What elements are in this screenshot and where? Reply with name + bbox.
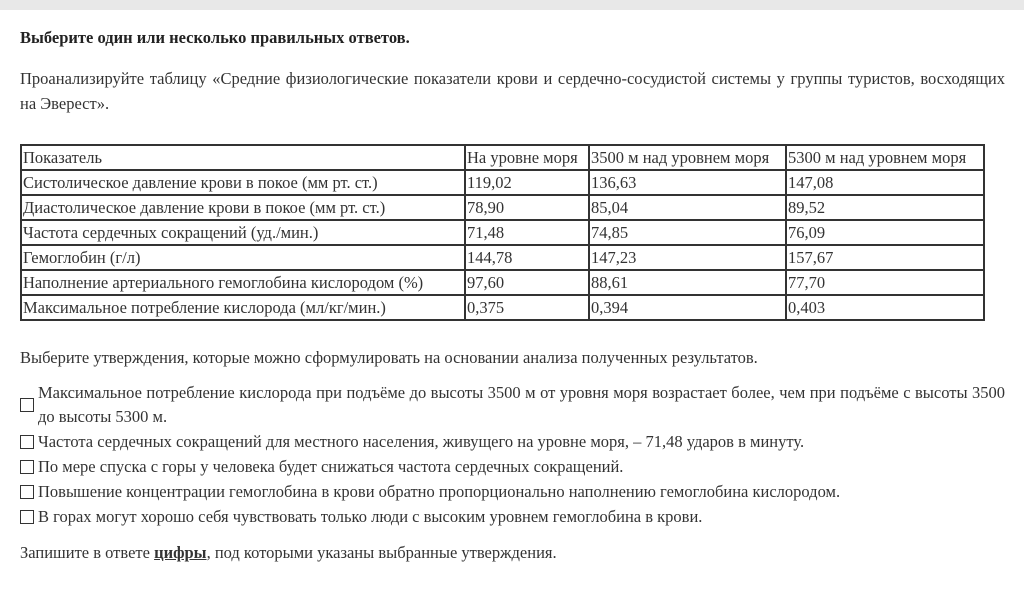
table-row	[21, 270, 984, 295]
table-cell: Максимальное потребление кислорода (мл/кг/мин.)	[21, 295, 465, 320]
table-cell: Частота сердечных сокращений (уд./мин.)	[21, 220, 465, 245]
table-cell: 85,04	[589, 195, 786, 220]
table-cell: 0,375	[465, 295, 589, 320]
task-content	[20, 28, 1005, 564]
table-cell: Диастолическое давление крови в покое (мм рт. ст.)	[21, 195, 465, 220]
answer-option-3[interactable]	[20, 455, 1005, 479]
table-cell: 74,85	[589, 220, 786, 245]
table-row	[21, 220, 984, 245]
answer-option-4[interactable]	[20, 480, 1005, 504]
checkbox[interactable]	[20, 398, 34, 412]
answer-option-label: Повышение концентрации гемоглобина в крови обратно пропорционально наполнению гемоглобина кислородом.	[38, 482, 841, 501]
answer-option-label: В горах могут хорошо себя чувствовать только люди с высоким уровнем гемоглобина в крови.	[38, 507, 703, 526]
data-table	[20, 144, 985, 321]
table-row	[21, 295, 984, 320]
table-cell: Наполнение артериального гемоглобина кислородом (%)	[21, 270, 465, 295]
table-cell: 0,394	[589, 295, 786, 320]
table-cell: 89,52	[786, 195, 984, 220]
table-header-cell: 3500 м над уровнем моря	[589, 145, 786, 170]
checkbox[interactable]	[20, 485, 34, 499]
table-header-cell: 5300 м над уровнем моря	[786, 145, 984, 170]
table-cell: Гемоглобин (г/л)	[21, 245, 465, 270]
answer-instruction	[20, 542, 1005, 564]
table-cell: 97,60	[465, 270, 589, 295]
top-strip	[0, 0, 1024, 10]
table-header-cell: Показатель	[21, 145, 465, 170]
table-cell: Систолическое давление крови в покое (мм рт. ст.)	[21, 170, 465, 195]
table-row	[21, 245, 984, 270]
answer-instruction-emphasis: цифры	[154, 543, 207, 562]
answer-instruction-start: Запишите в ответе	[20, 543, 155, 562]
table-cell: 0,403	[786, 295, 984, 320]
answer-instruction-end: , под которыми указаны выбранные утверждения.	[206, 543, 557, 562]
table-cell: 88,61	[589, 270, 786, 295]
answer-option-2[interactable]	[20, 430, 1005, 454]
table-header-row	[21, 145, 984, 170]
checkbox[interactable]	[20, 435, 34, 449]
table-cell: 157,67	[786, 245, 984, 270]
answer-option-label: Максимальное потребление кислорода при подъёме до высоты 3500 м от уровня моря возрастает более, чем при подъёме с высоты 3500 до высоты 5300 м.	[38, 383, 1005, 426]
table-cell: 147,08	[786, 170, 984, 195]
table-row	[21, 170, 984, 195]
answer-options	[20, 381, 1005, 529]
table-cell: 71,48	[465, 220, 589, 245]
answer-option-1[interactable]	[20, 381, 1005, 429]
instruction: Выберите один или несколько правильных ответов.	[20, 28, 410, 47]
table-cell: 144,78	[465, 245, 589, 270]
table-cell: 136,63	[589, 170, 786, 195]
answer-option-label: Частота сердечных сокращений для местного населения, живущего на уровне моря, – 71,48 ударов в минуту.	[38, 432, 805, 451]
intro-text: Проанализируйте таблицу «Средние физиологические показатели крови и сердечно-сосудистой системы у группы туристов, восходящих на Эверест».	[20, 69, 1005, 113]
table-header-cell: На уровне моря	[465, 145, 589, 170]
table-cell: 119,02	[465, 170, 589, 195]
table-cell: 78,90	[465, 195, 589, 220]
question-text: Выберите утверждения, которые можно сформулировать на основании анализа полученных результатов.	[20, 348, 758, 367]
checkbox[interactable]	[20, 460, 34, 474]
table-cell: 76,09	[786, 220, 984, 245]
table-cell: 77,70	[786, 270, 984, 295]
table-cell: 147,23	[589, 245, 786, 270]
checkbox[interactable]	[20, 510, 34, 524]
answer-option-5[interactable]	[20, 505, 1005, 529]
table-row	[21, 195, 984, 220]
answer-option-label: По мере спуска с горы у человека будет снижаться частота сердечных сокращений.	[38, 457, 624, 476]
